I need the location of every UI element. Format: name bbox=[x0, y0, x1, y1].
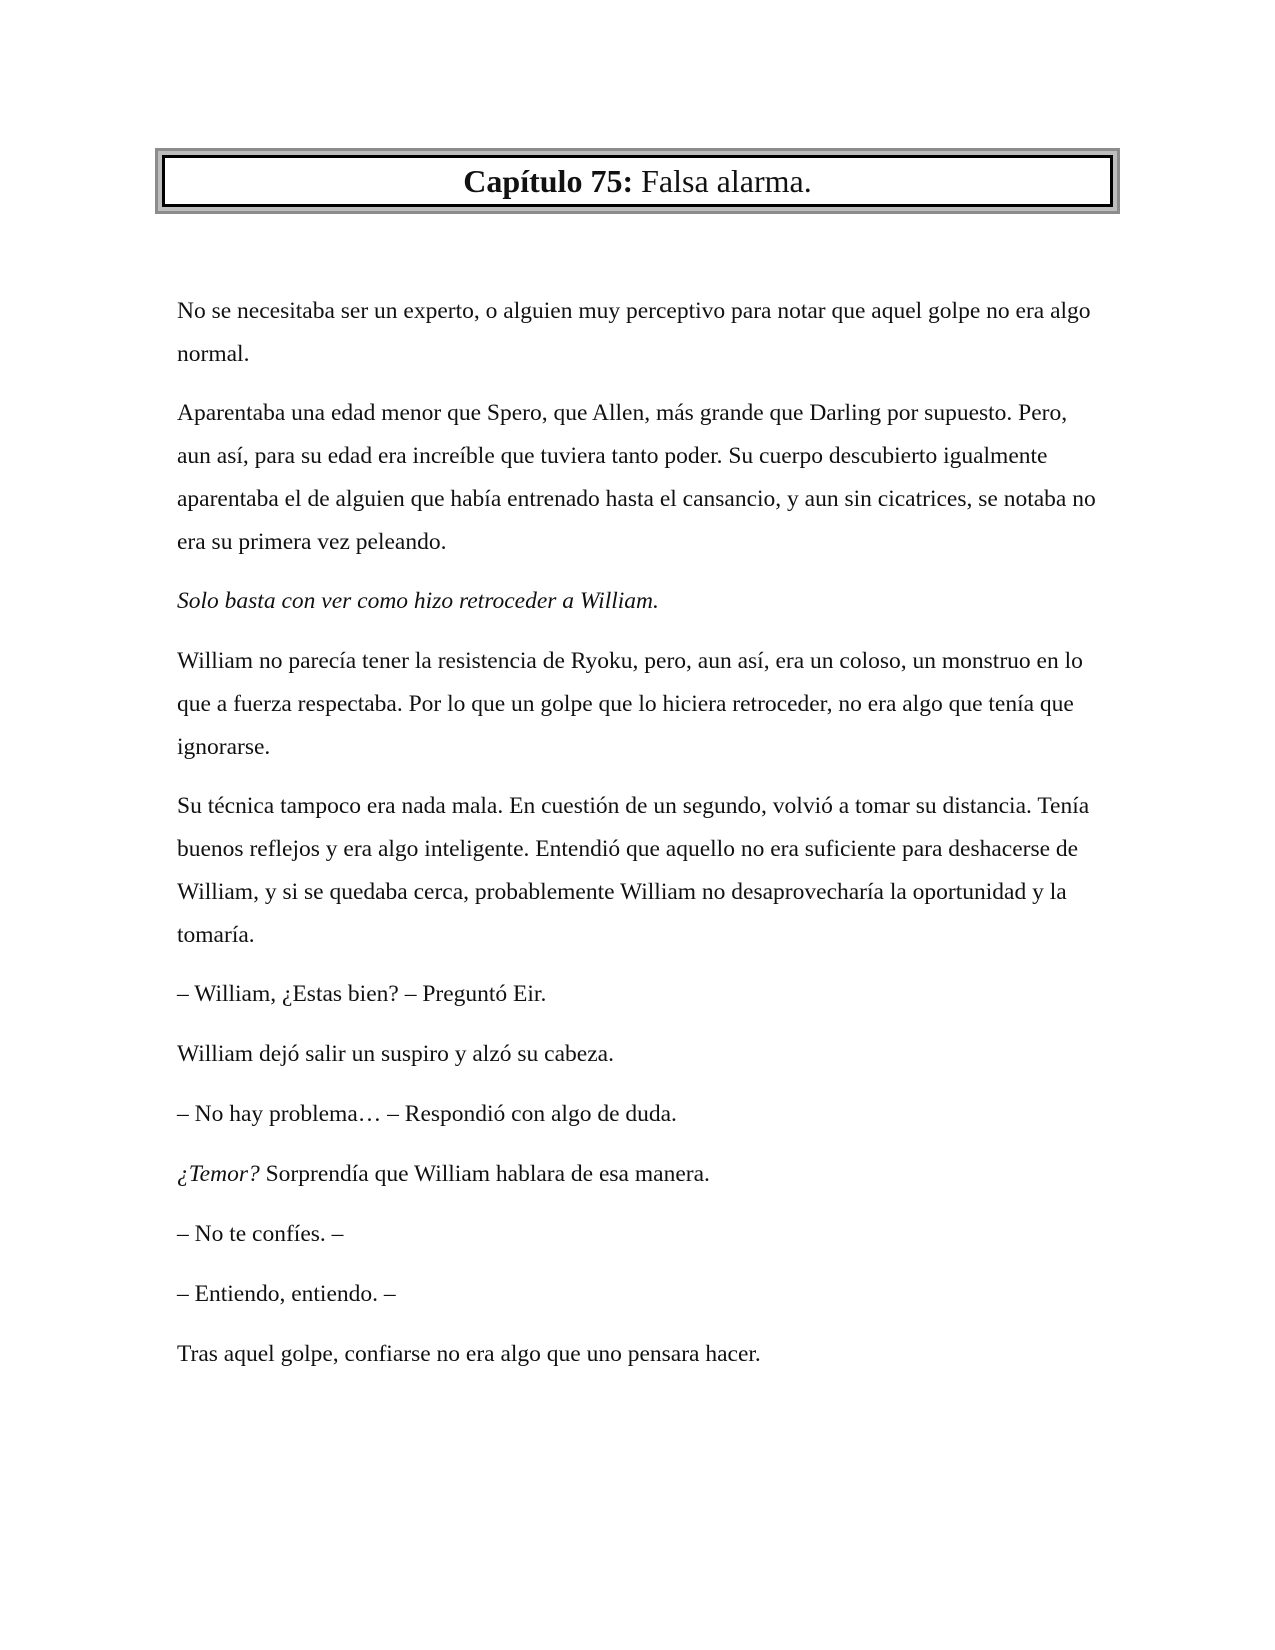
chapter-title-box bbox=[162, 155, 1113, 207]
chapter-label: Capítulo 75: bbox=[463, 163, 634, 199]
paragraph-3: Solo basta con ver como hizo retroceder a William. bbox=[177, 588, 659, 614]
paragraph-9 bbox=[177, 1153, 1102, 1196]
chapter-title: Falsa alarma. bbox=[633, 163, 812, 199]
paragraph-1: No se necesitaba ser un experto, o alguien muy perceptivo para notar que aquel golpe no era algo normal. bbox=[177, 298, 1091, 367]
paragraph-5: Su técnica tampoco era nada mala. En cuestión de un segundo, volvió a tomar su distancia. Tenía buenos reflejos y era algo inteligente. Entendió que aquello no era suficiente para deshacerse de William, y si se quedaba cerca, probablemente William no desaprovecharía la oportunidad y la tomaría. bbox=[177, 793, 1090, 948]
paragraph-7: William dejó salir un suspiro y alzó su cabeza. bbox=[177, 1041, 614, 1067]
dialogue-eir-question: – William, ¿Estas bien? – Preguntó Eir. bbox=[177, 981, 547, 1007]
paragraph-12: Tras aquel golpe, confiarse no era algo que uno pensara hacer. bbox=[177, 1341, 761, 1367]
dialogue-entiendo: – Entiendo, entiendo. – bbox=[177, 1281, 396, 1307]
dialogue-no-te-confies: – No te confíes. – bbox=[177, 1221, 344, 1247]
paragraph-4: William no parecía tener la resistencia de Ryoku, pero, aun así, era un coloso, un monstruo en lo que a fuerza respectaba. Por lo que un golpe que lo hiciera retroceder, no era algo que tenía que ignorarse. bbox=[177, 648, 1083, 760]
chapter-title-frame bbox=[155, 148, 1120, 214]
italic-thought: ¿Temor? bbox=[177, 1161, 260, 1187]
chapter-body bbox=[177, 290, 1102, 1393]
paragraph-9-text: Sorprendía que William hablara de esa manera. bbox=[259, 1161, 710, 1187]
dialogue-william-reply: – No hay problema… – Respondió con algo de duda. bbox=[177, 1101, 677, 1127]
paragraph-2: Aparentaba una edad menor que Spero, que Allen, más grande que Darling por supuesto. Pero, aun así, para su edad era increíble que tuviera tanto poder. Su cuerpo descubierto igualmente aparentaba el de alguien que había entrenado hasta el cansancio, y aun sin cicatrices, se notaba no era su primera vez peleando. bbox=[177, 400, 1096, 555]
